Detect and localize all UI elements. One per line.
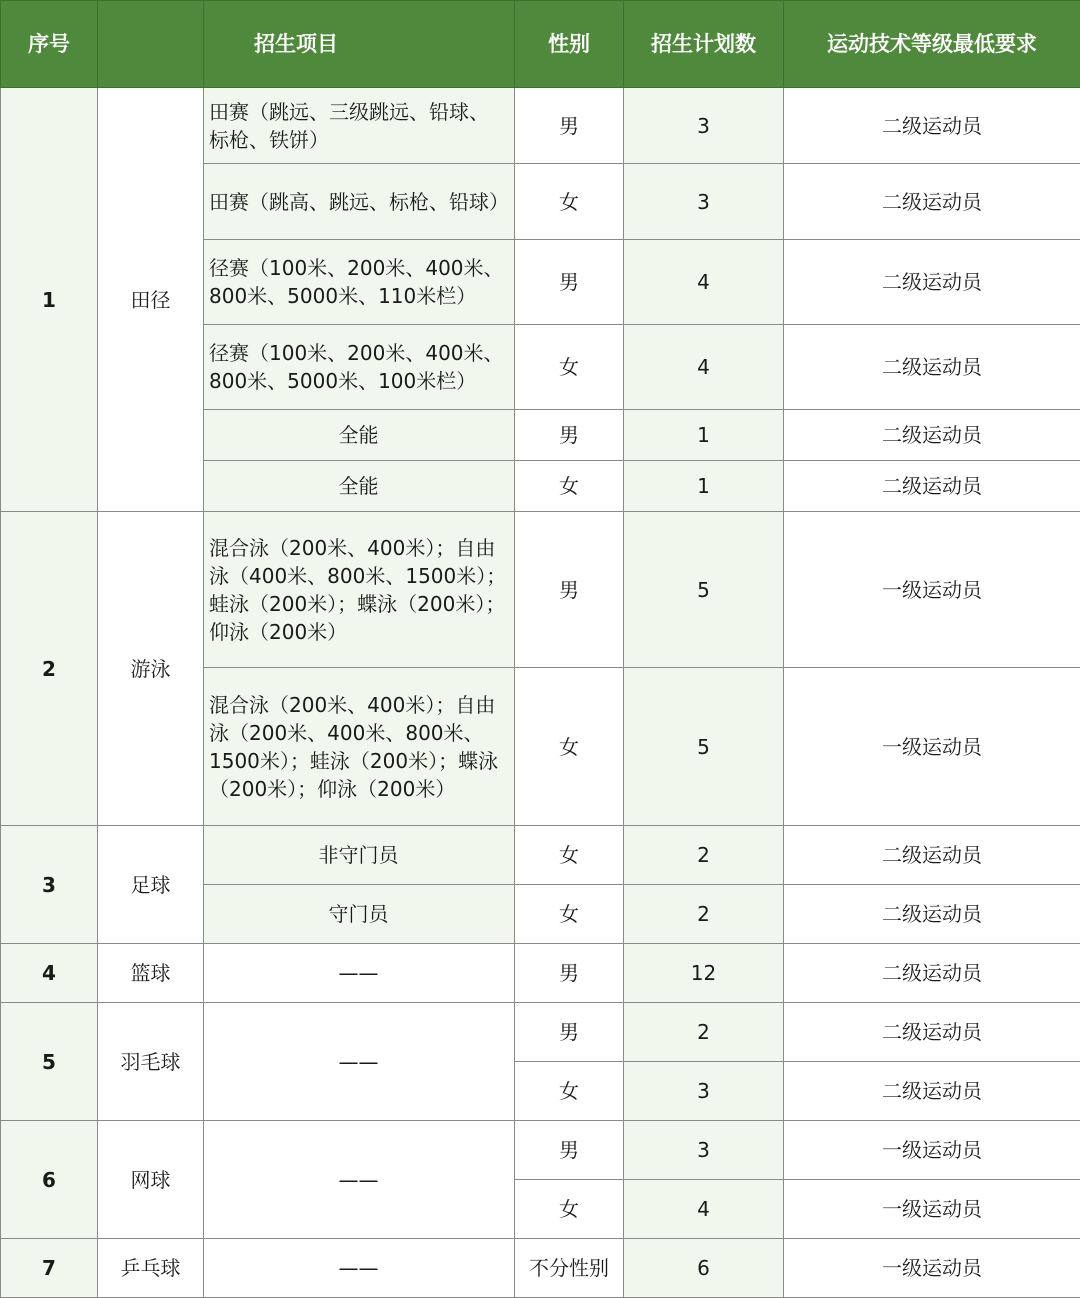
- plan-cell: 3: [624, 88, 784, 164]
- level-cell: 一级运动员: [784, 668, 1080, 826]
- project-cell: 径赛（100米、200米、400米、800米、5000米、110米栏）: [204, 240, 515, 325]
- plan-cell: 3: [624, 1121, 784, 1180]
- header-cell-group: [1, 1, 204, 88]
- project-cell: 全能: [204, 410, 515, 461]
- sport-cell: 田径: [98, 88, 204, 512]
- table-row: [1, 1239, 1080, 1298]
- gender-cell: 女: [515, 1062, 624, 1121]
- header-gender: 性别: [515, 1, 624, 88]
- project-cell: ——: [204, 1239, 515, 1298]
- plan-cell: 4: [624, 240, 784, 325]
- header-seq: 序号: [1, 1, 98, 87]
- plan-cell: 2: [624, 1003, 784, 1062]
- plan-cell: 2: [624, 826, 784, 885]
- level-cell: 二级运动员: [784, 461, 1080, 512]
- project-cell: ——: [204, 1121, 515, 1239]
- plan-cell: 4: [624, 1180, 784, 1239]
- header-plan: 招生计划数: [624, 1, 784, 88]
- seq-cell: 2: [1, 512, 98, 826]
- seq-cell: 6: [1, 1121, 98, 1239]
- project-cell: 守门员: [204, 885, 515, 944]
- gender-cell: 女: [515, 461, 624, 512]
- table-row: [1, 1003, 1080, 1062]
- level-cell: 二级运动员: [784, 410, 1080, 461]
- project-cell: 田赛（跳高、跳远、标枪、铅球）: [204, 164, 515, 240]
- level-cell: 二级运动员: [784, 944, 1080, 1003]
- project-cell: 田赛（跳远、三级跳远、铅球、标枪、铁饼）: [204, 88, 515, 164]
- header-level: 运动技术等级最低要求: [784, 1, 1080, 88]
- gender-cell: 男: [515, 410, 624, 461]
- table-row: [1, 88, 1080, 164]
- gender-cell: 女: [515, 325, 624, 410]
- level-cell: 二级运动员: [784, 826, 1080, 885]
- project-cell: 混合泳（200米、400米）；自由泳（200米、400米、800米、1500米）；蛙泳（200米）；蝶泳（200米）；仰泳（200米）: [204, 668, 515, 826]
- level-cell: 二级运动员: [784, 88, 1080, 164]
- table-row: [1, 826, 1080, 885]
- gender-cell: 男: [515, 1121, 624, 1180]
- gender-cell: 女: [515, 1180, 624, 1239]
- level-cell: 二级运动员: [784, 240, 1080, 325]
- level-cell: 二级运动员: [784, 325, 1080, 410]
- header-project: 招生项目: [204, 1, 515, 88]
- sport-cell: 乒乓球: [98, 1239, 204, 1298]
- sport-cell: 足球: [98, 826, 204, 944]
- level-cell: 一级运动员: [784, 1121, 1080, 1180]
- plan-cell: 3: [624, 164, 784, 240]
- plan-cell: 2: [624, 885, 784, 944]
- seq-cell: 4: [1, 944, 98, 1003]
- table-row: [1, 512, 1080, 668]
- plan-cell: 1: [624, 410, 784, 461]
- seq-cell: 1: [1, 88, 98, 512]
- gender-cell: 不分性别: [515, 1239, 624, 1298]
- project-cell: 径赛（100米、200米、400米、800米、5000米、100米栏）: [204, 325, 515, 410]
- level-cell: 一级运动员: [784, 512, 1080, 668]
- seq-cell: 7: [1, 1239, 98, 1298]
- level-cell: 二级运动员: [784, 164, 1080, 240]
- gender-cell: 男: [515, 512, 624, 668]
- plan-cell: 12: [624, 944, 784, 1003]
- project-cell: 全能: [204, 461, 515, 512]
- project-cell: 混合泳（200米、400米）；自由泳（400米、800米、1500米）；蛙泳（200米）；蝶泳（200米）；仰泳（200米）: [204, 512, 515, 668]
- gender-cell: 女: [515, 885, 624, 944]
- plan-cell: 6: [624, 1239, 784, 1298]
- table-header-row: [1, 1, 1080, 88]
- plan-cell: 1: [624, 461, 784, 512]
- table-row: [1, 944, 1080, 1003]
- level-cell: 二级运动员: [784, 885, 1080, 944]
- level-cell: 二级运动员: [784, 1062, 1080, 1121]
- gender-cell: 女: [515, 668, 624, 826]
- sport-cell: 羽毛球: [98, 1003, 204, 1121]
- gender-cell: 男: [515, 240, 624, 325]
- plan-cell: 5: [624, 512, 784, 668]
- project-cell: ——: [204, 1003, 515, 1121]
- project-cell: 非守门员: [204, 826, 515, 885]
- level-cell: 一级运动员: [784, 1180, 1080, 1239]
- plan-cell: 5: [624, 668, 784, 826]
- level-cell: 一级运动员: [784, 1239, 1080, 1298]
- table-row: [1, 1121, 1080, 1180]
- gender-cell: 男: [515, 944, 624, 1003]
- sport-cell: 篮球: [98, 944, 204, 1003]
- project-cell: ——: [204, 944, 515, 1003]
- sport-cell: 游泳: [98, 512, 204, 826]
- sport-cell: 网球: [98, 1121, 204, 1239]
- plan-cell: 3: [624, 1062, 784, 1121]
- gender-cell: 男: [515, 88, 624, 164]
- gender-cell: 女: [515, 164, 624, 240]
- plan-cell: 4: [624, 325, 784, 410]
- seq-cell: 5: [1, 1003, 98, 1121]
- seq-cell: 3: [1, 826, 98, 944]
- gender-cell: 男: [515, 1003, 624, 1062]
- level-cell: 二级运动员: [784, 1003, 1080, 1062]
- gender-cell: 女: [515, 826, 624, 885]
